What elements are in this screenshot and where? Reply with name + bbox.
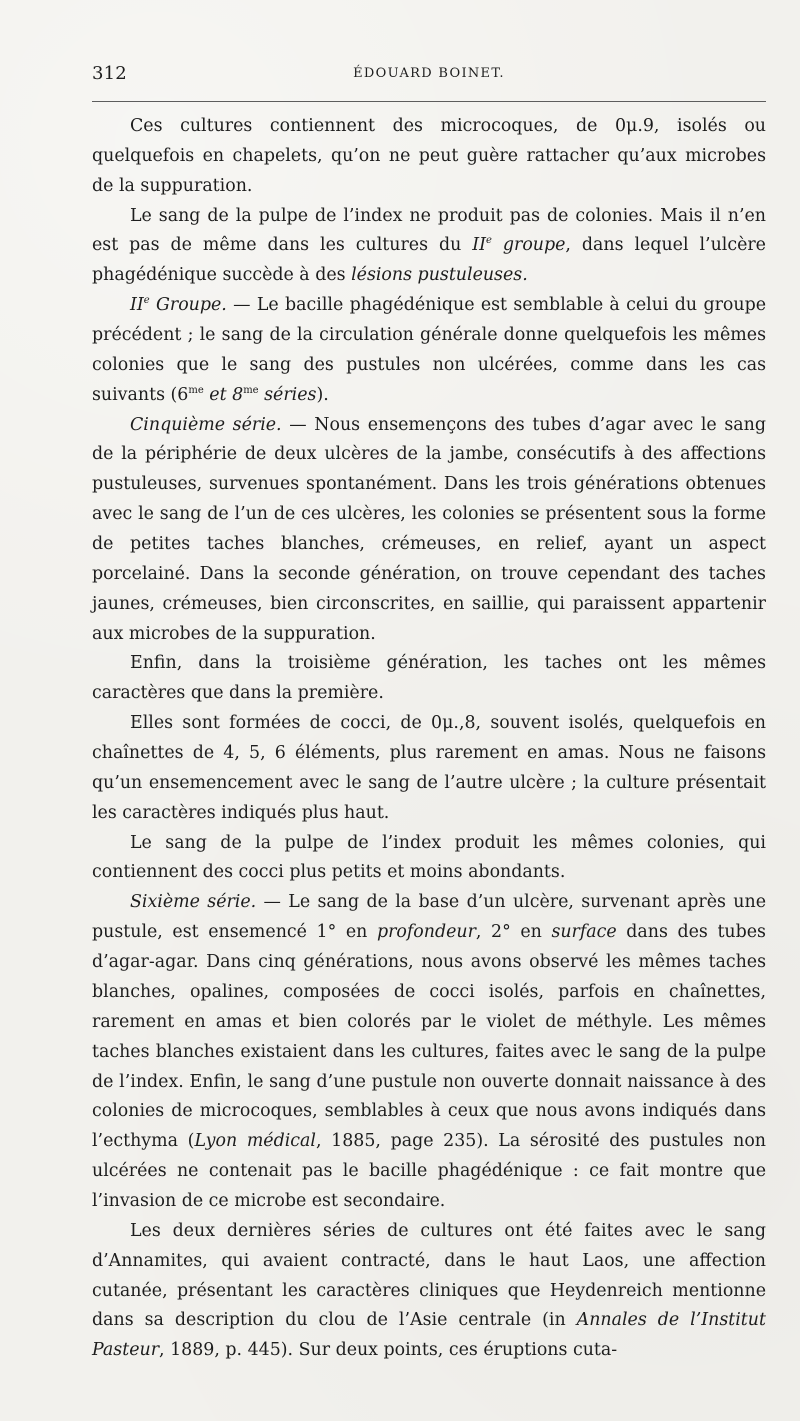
paragraph-9 (92, 1217, 766, 1366)
sixth-superscript: me (188, 384, 204, 396)
section-heading-word: Groupe. (149, 295, 227, 316)
paragraph-8-text-a: — Le sang de la base d’un ulcère, survenant après une pustule, est ensemencé 1° en (92, 892, 766, 943)
paragraph-1-text: Ces cultures contiennent des microcoques, de 0μ.9, isolés ou quelquefois en chapelets, qu’on ne peut guère rattacher qu’aux microbes de la suppuration. (92, 116, 766, 196)
pustular-lesions-italic: lésions pustuleuses. (351, 265, 528, 286)
paragraph-5 (92, 649, 766, 709)
section-heading-groupe-ii (130, 295, 227, 315)
section-heading-superscript: e (143, 295, 150, 307)
paragraph-3 (92, 291, 766, 410)
group-superscript: e (486, 235, 492, 247)
paragraph-8-text-d: , 1885, page 235). La sérosité des pustules non ulcérées ne contenait pas le bacille phagédénique : ce fait montre que l’invasion de ce microbe est secondaire. (92, 1131, 766, 1211)
depth-italic: profondeur (376, 922, 476, 943)
paragraph-4 (92, 411, 766, 650)
annales-italic: Annales de l’Institut Pasteur (92, 1310, 766, 1361)
page-header (92, 63, 766, 89)
paragraph-2 (92, 202, 766, 292)
paragraph-8 (92, 888, 766, 1216)
paragraph-8-text-b: , 2° en (475, 922, 552, 943)
paragraph-5-text: Enfin, dans la troisième génération, les taches ont les mêmes caractères que dans la première. (92, 653, 766, 704)
paragraph-3-text-b: ). (316, 384, 329, 405)
surface-italic: surface (551, 922, 617, 943)
page-number: 312 (92, 63, 127, 84)
section-heading-roman: II (130, 295, 144, 316)
paragraph-9-text-b: , 1889, p. 445). Sur deux points, ces éruptions cuta- (159, 1340, 618, 1361)
sixth-series-heading: Sixième série. (130, 892, 257, 913)
paragraph-1 (92, 112, 766, 202)
header-rule (92, 101, 766, 102)
fifth-series-heading: Cinquième série. (130, 414, 282, 435)
eighth-superscript: me (243, 384, 259, 396)
et-italic: et 8 (203, 384, 244, 405)
paragraph-2-text-a: Le sang de la pulpe de l’index ne produit pas de colonies. Mais il n’en est pas de même dans les cultures du (92, 205, 766, 256)
group-word: groupe (491, 235, 566, 256)
lyon-medical-italic: Lyon médical (194, 1131, 316, 1152)
paragraph-4-text: — Nous ensemençons des tubes d’agar avec le sang de la périphérie de deux ulcères de la jambe, consécutifs à des affections pustuleuses, survenues spontanément. Dans les trois générations obtenues avec le sang de l’un de ces ulcères, les colonies se présentent sous la forme de petites taches blanches, crémeuses, en relief, ayant un aspect porcelainé. Dans la seconde génération, on trouve cependant des taches jaunes, crémeuses, bien circonscrites, en saillie, qui paraissent appartenir aux microbes de la suppuration. (92, 414, 766, 644)
paragraph-6-text: Elles sont formées de cocci, de 0μ.,8, souvent isolés, quelquefois en chaînettes de 4, 5, 6 éléments, plus rarement en amas. Nous ne faisons qu’un ensemencement avec le sang de l’autre ulcère ; la culture présentait les caractères indiqués plus haut. (92, 713, 766, 823)
page-body (92, 112, 766, 1366)
paragraph-7 (92, 829, 766, 889)
series-italic: séries (258, 384, 317, 405)
paragraph-3-text-a: — Le bacille phagédénique est semblable à celui du groupe précédent ; le sang de la circulation générale donne quelquefois les mêmes colonies que le sang des pustules non ulcérées, comme dans les cas suivants (6 (92, 295, 766, 405)
paragraph-8-text-c: dans des tubes d’agar-agar. Dans cinq générations, nous avons observé les mêmes taches blanches, opalines, composées de cocci isolés, parfois en chaînettes, rarement en amas et bien colorés par le violet de méthyle. Les mêmes taches blanches existaient dans les cultures, faites avec le sang de la pulpe de l’index. Enfin, le sang d’une pustule non ouverte donnait naissance à des colonies de microcoques, semblables à ceux que nous avons indiqués dans l’ecthyma ( (92, 922, 766, 1152)
group-roman-text: II (472, 235, 486, 256)
paragraph-7-text: Le sang de la pulpe de l’index produit les mêmes colonies, qui contiennent des cocci plus petits et moins abondants. (92, 832, 766, 883)
paragraph-6 (92, 709, 766, 828)
paragraph-9-text-a: Les deux dernières séries de cultures ont été faites avec le sang d’Annamites, qui avaient contracté, dans le haut Laos, une affection cutanée, présentant les caractères cliniques que Heydenreich mentionne dans sa description du clou de l’Asie centrale (in (92, 1220, 766, 1331)
paragraph-2-text-b: , dans lequel l’ulcère phagédénique succède à des (92, 235, 766, 286)
group-roman (472, 235, 565, 255)
running-head: ÉDOUARD BOINET. (353, 66, 505, 81)
